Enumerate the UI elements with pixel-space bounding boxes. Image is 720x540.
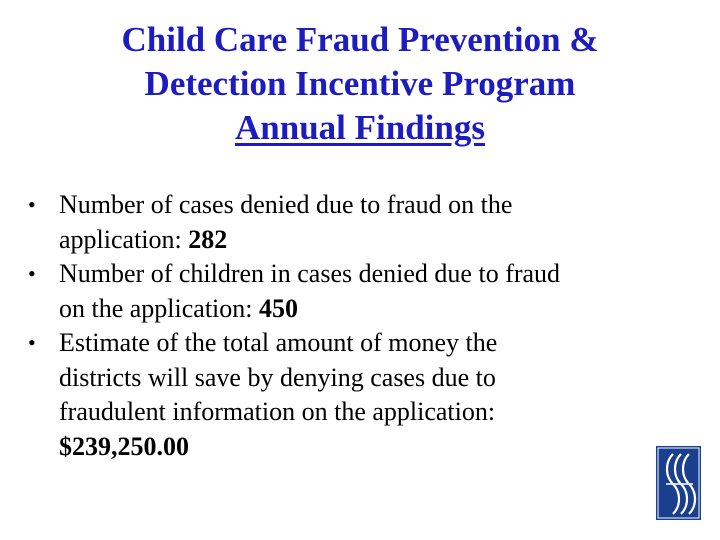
bullet-icon: •: [28, 330, 36, 355]
title-line-3: Annual Findings: [235, 108, 485, 147]
finding-3-text-line-1: Estimate of the total amount of money the: [59, 328, 498, 357]
finding-3-text-line-2: districts will save by denying cases due to: [59, 362, 496, 392]
agency-logo: [656, 446, 701, 520]
finding-2-text-line-1: Number of children in cases denied due to fraud: [59, 259, 561, 288]
finding-cases-denied: [22, 188, 702, 257]
agency-logo-icon: [656, 446, 701, 520]
finding-3-value: $239,250.00: [59, 431, 189, 461]
bullet-icon: •: [28, 192, 36, 217]
finding-2-value: 450: [259, 293, 299, 323]
finding-3-text-line-3: fraudulent information on the application:: [59, 397, 496, 426]
findings-list: [22, 188, 702, 464]
title-line-1: Child Care Fraud Prevention &: [121, 20, 599, 59]
bullet-icon: •: [28, 261, 36, 286]
finding-1-text-line-1: Number of cases denied due to fraud on the: [59, 190, 513, 219]
finding-estimated-savings: [22, 326, 702, 464]
title-line-2: Detection Incentive Program: [144, 64, 576, 103]
finding-1-value: 282: [188, 224, 228, 254]
finding-1-text-line-2: application:: [59, 224, 189, 254]
slide-title: [40, 18, 680, 150]
finding-2-text-line-2: on the application:: [59, 293, 260, 323]
finding-children-denied: [22, 257, 702, 326]
